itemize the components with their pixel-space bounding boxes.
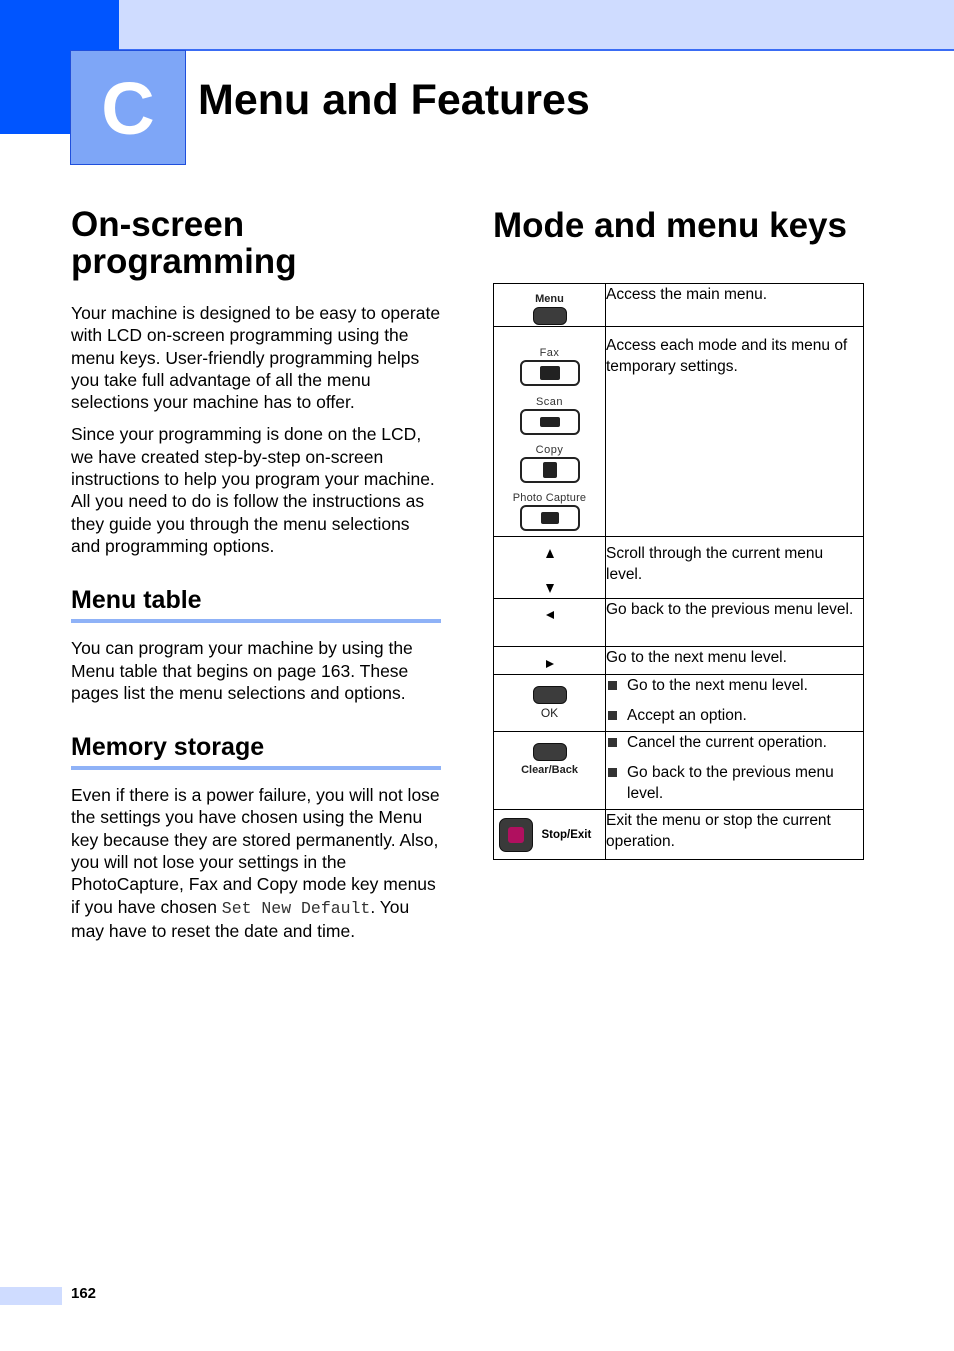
key-cell-modes bbox=[494, 327, 606, 537]
right-desc: Go to the next menu level. bbox=[606, 647, 864, 675]
copy-icon bbox=[543, 462, 557, 478]
key-cell-stop bbox=[494, 810, 606, 860]
bullet-square-icon bbox=[608, 768, 617, 777]
stop-desc: Exit the menu or stop the current operation. bbox=[606, 810, 864, 860]
ok-desc bbox=[606, 675, 864, 732]
bullet-square-icon bbox=[608, 738, 617, 747]
clear-bullet-2: Go back to the previous menu level. bbox=[627, 764, 834, 802]
header-light-band bbox=[119, 0, 954, 51]
key-cell-ok bbox=[494, 675, 606, 732]
clear-back-key-button[interactable] bbox=[533, 743, 567, 761]
scan-key-button[interactable] bbox=[520, 409, 580, 435]
clear-desc bbox=[606, 732, 864, 810]
camera-icon bbox=[541, 512, 559, 524]
list-item bbox=[606, 705, 863, 726]
table-row bbox=[494, 675, 864, 732]
footer-bar bbox=[0, 1287, 62, 1305]
table-row bbox=[494, 810, 864, 860]
up-arrow-icon[interactable] bbox=[546, 549, 554, 558]
memory-text-after: . You may have to reset the date and time. bbox=[71, 896, 410, 941]
stop-exit-key-button[interactable] bbox=[499, 818, 533, 852]
menu-key-button[interactable] bbox=[533, 307, 567, 325]
menu-key-desc: Access the main menu. bbox=[606, 284, 864, 327]
clear-bullet-1: Cancel the current operation. bbox=[627, 734, 827, 751]
menu-table-paragraph: You can program your machine by using the Menu table that begins on page 163. These pages list the menu selections and options. bbox=[71, 638, 413, 703]
list-item bbox=[606, 675, 863, 696]
scan-icon bbox=[540, 417, 560, 427]
memory-storage-heading: Memory storage bbox=[71, 732, 441, 770]
stop-icon bbox=[508, 827, 524, 843]
list-item bbox=[606, 732, 863, 753]
left-column bbox=[71, 206, 441, 942]
ok-bullet-2: Accept an option. bbox=[627, 707, 747, 724]
ok-key-button[interactable] bbox=[533, 686, 567, 704]
left-arrow-icon[interactable] bbox=[546, 611, 554, 619]
stop-exit-key-label: Stop/Exit bbox=[541, 828, 592, 841]
left-desc: Go back to the previous menu level. bbox=[606, 599, 864, 647]
table-row bbox=[494, 327, 864, 537]
onscreen-heading: On-screen programming bbox=[71, 205, 297, 281]
set-new-default-code: Set New Default bbox=[221, 898, 371, 918]
scan-key-label: Scan bbox=[535, 396, 564, 408]
table-row bbox=[494, 537, 864, 599]
menu-table-heading: Menu table bbox=[71, 585, 441, 623]
menu-key-label: Menu bbox=[535, 293, 564, 305]
list-item bbox=[606, 762, 863, 804]
fax-icon bbox=[540, 366, 560, 380]
key-cell-left bbox=[494, 599, 606, 647]
ok-key-label: OK bbox=[540, 706, 559, 721]
updown-desc: Scroll through the current menu level. bbox=[606, 537, 864, 599]
table-row bbox=[494, 284, 864, 327]
bullet-square-icon bbox=[608, 681, 617, 690]
down-arrow-icon[interactable] bbox=[546, 584, 554, 593]
table-row bbox=[494, 599, 864, 647]
onscreen-paragraph-1: Your machine is designed to be easy to operate with LCD on-screen programming using the menu keys. User-friendly programming helps you take full advantage of all the menu selections your machine has to offer. bbox=[71, 303, 441, 413]
copy-key-label: Copy bbox=[535, 444, 564, 456]
chapter-title: Menu and Features bbox=[198, 76, 590, 124]
key-cell-menu bbox=[494, 284, 606, 327]
key-cell-clear bbox=[494, 732, 606, 810]
photo-capture-key-button[interactable] bbox=[520, 505, 580, 531]
mode-keys-heading: Mode and menu keys bbox=[493, 206, 847, 245]
chapter-letter-box: C bbox=[70, 50, 186, 165]
fax-key-button[interactable] bbox=[520, 360, 580, 386]
copy-key-button[interactable] bbox=[520, 457, 580, 483]
mode-keys-table bbox=[493, 283, 864, 860]
memory-storage-paragraph bbox=[71, 784, 441, 942]
right-arrow-icon[interactable] bbox=[546, 660, 554, 668]
table-row bbox=[494, 647, 864, 675]
photo-capture-key-label: Photo Capture bbox=[512, 492, 587, 504]
ok-bullet-1: Go to the next menu level. bbox=[627, 677, 808, 694]
fax-key-label: Fax bbox=[539, 347, 560, 359]
table-row bbox=[494, 732, 864, 810]
clear-back-key-label: Clear/Back bbox=[521, 764, 578, 777]
key-cell-updown bbox=[494, 537, 606, 599]
memory-text-before: Even if there is a power failure, you will not lose the settings you have chosen using the Menu key because they are stored permanently. Also, you will not lose your settings in the PhotoCapture, Fax and Copy mode key menus if you have chosen bbox=[71, 785, 440, 917]
key-cell-right bbox=[494, 647, 606, 675]
onscreen-paragraph-2: Since your programming is done on the LCD, we have created step-by-step on-screen instructions to help you program your machine. All you need to do is follow the instructions as they guide you through the menu selections and programming options. bbox=[71, 424, 435, 556]
page-number: 162 bbox=[71, 1285, 97, 1302]
bullet-square-icon bbox=[608, 711, 617, 720]
modes-desc: Access each mode and its menu of temporary settings. bbox=[606, 327, 864, 537]
